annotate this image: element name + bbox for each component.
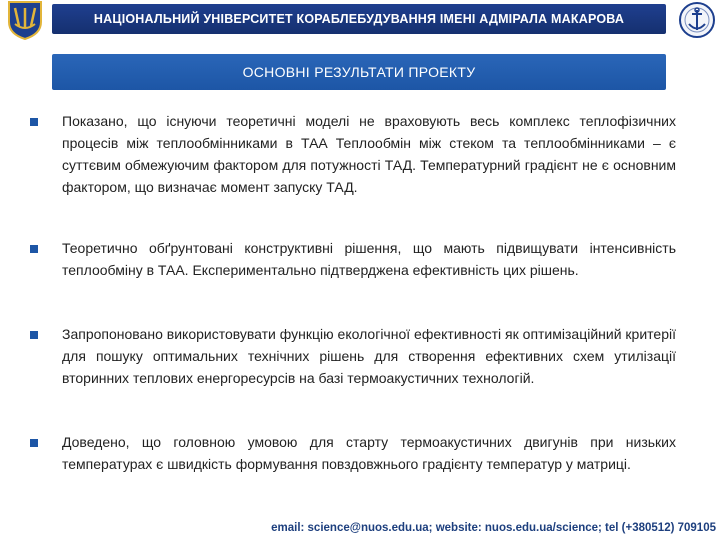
square-bullet-icon (30, 245, 38, 253)
square-bullet-icon (30, 331, 38, 339)
result-text: Показано, що існуючи теоретичні моделі не враховують весь комплекс теплофізичних процесів між теплообмінниками в ТАА Теплообмін між стеком та теплообмінниками – є суттєвим обмежуючим фактором для потужності ТАД. Температурний градієнт не є основним фактором, що визначає момент запуску ТАД. (62, 113, 676, 195)
footer-contact: email: science@nuos.edu.ua; website: nuos.edu.ua/science; tel (+380512) 709105 (271, 522, 716, 534)
slide-title: ОСНОВНІ РЕЗУЛЬТАТИ ПРОЕКТУ (242, 64, 476, 80)
footer (0, 522, 720, 540)
result-text: Теоретично обґрунтовані конструктивні рішення, що мають підвищувати інтенсивність теплообміну в ТАА. Експериментально підтверджена ефективність цих рішень. (62, 240, 676, 278)
result-text: Запропоновано використовувати функцію екологічної ефективності як оптимізаційний критерії для пошуку оптимальних технічних рішень для створення ефективних схем утилізації вторинних теплових енергоресурсів на базі термоакустичних технологій. (62, 326, 676, 386)
square-bullet-icon (30, 439, 38, 447)
square-bullet-icon (30, 118, 38, 126)
university-name: НАЦІОНАЛЬНИЙ УНІВЕРСИТЕТ КОРАБЛЕБУДУВАННЯ ІМЕНІ АДМІРАЛА МАКАРОВА (93, 12, 625, 26)
result-text: Доведено, що головною умовою для старту термоакустичних двигунів при низьких температурах є швидкість формування повздовжнього градієнту температур у матриці. (62, 434, 676, 472)
